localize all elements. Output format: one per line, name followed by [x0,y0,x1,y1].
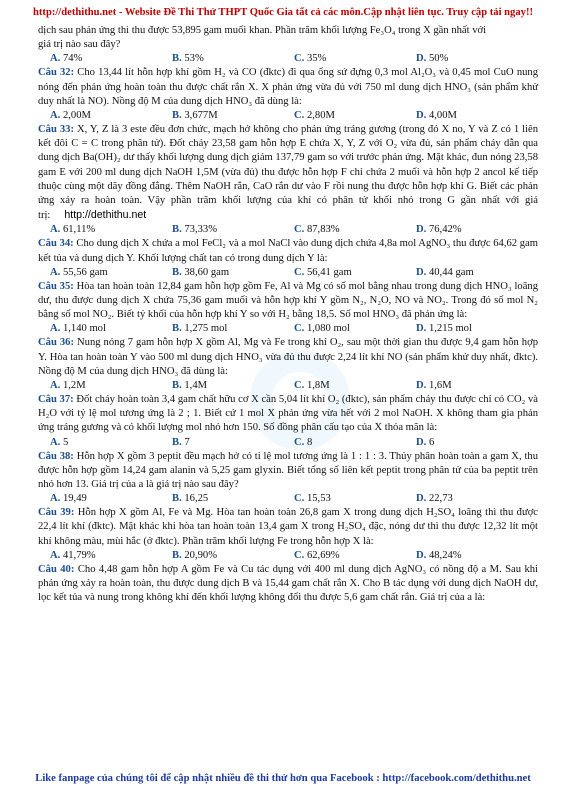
question-block [38,237,538,279]
options-row [38,266,538,280]
question-text [38,280,538,323]
question-label: Câu 35: [38,280,74,292]
site-url-text: http://dethithu.net [64,209,147,222]
question-body: Cho 13,44 lít hỗn hợp khí gồm H₂ và CO (đktc) đi qua ống sứ đựng 0,3 mol Al₂O₃ và 0,45 mol CuO nung nóng đến phản ứng hoàn toàn thu được chất rắn X. X phản ứng vừa đủ với 750 ml dung dịch HNO₃ (sản phẩm khử duy nhất là NO). Nồng độ M của dung dịch HNO₃ đã dùng là: [38,67,539,107]
option: B. 38,60 gam [172,266,230,278]
option: D. 1,6M [416,380,452,392]
option: C. 1,080 mol [294,323,350,335]
question-label: Câu 38: [38,450,74,462]
option: D. 50% [416,53,449,65]
site-link[interactable]: http://dethithu.net [33,7,117,18]
option: A. 2,00M [50,110,91,122]
option: A. 1,2M [50,380,86,392]
option: B. 7 [172,436,190,448]
option: C. 8 [294,436,313,448]
question-body: Hỗn hợp X gồm 3 peptit đều mạch hở có tỉ lệ mol tương ứng là 1 : 1 : 3. Thủy phân hoàn toàn a gam X, thu được hỗn hợp gồm 14,24 gam alanin và 5,25 gam glyxin. Biết tổng số liên kết peptit trong phân tử của ba peptit trên nhỏ hơn 13. Giá trị của a là giá trị nào sau đây? [38,450,539,491]
option: C. 15,53 [294,493,331,505]
options-row [38,379,538,393]
question-label: Câu 32: [38,67,75,79]
options-row [38,492,538,506]
question-text [38,66,538,109]
question-label: Câu 36: [38,337,74,349]
header-tagline: - Website Đề Thi Thử THPT Quốc Gia tất cả các môn.Cập nhật liên tục. Truy cập tải ngay!! [116,7,533,18]
intro-block [38,24,538,66]
option: B. 20,90% [172,549,218,561]
question-block [38,393,538,450]
question-block [38,123,538,237]
question-body: Đốt cháy hoàn toàn 3,4 gam chất hữu cơ X cần 5,04 lít khí O₂ (đktc), sản phẩm cháy thu được chỉ có CO₂ và H₂O với tỷ lệ mol tương ứng là 2 ; 1. Biết cứ 1 mol X phản ứng vừa hết với 2 mol NaOH. X không tham gia phản ứng tráng gương và có khối lượng mol nhỏ hơn 150. Số đồng phân cấu tạo của X thỏa mãn là: [38,394,539,434]
question-text [38,123,538,223]
option: D. 1,215 mol [416,323,472,335]
question-label: Câu 37: [38,394,74,406]
options-row [38,52,538,66]
option: B. 53% [172,53,204,65]
option: A. 19,49 [50,493,87,505]
question-body: Cho dung dịch X chứa a mol FeCl₂ và a mol NaCl vào dung dịch chứa 4,8a mol AgNO₃ thu được 64,62 gam kết tủa và dung dịch Y. Khối lượng chất tan có trong dung dịch Y là: [38,238,539,264]
question-text [38,393,538,436]
question-text [38,506,538,549]
question-block [38,336,538,393]
question-block [38,66,538,123]
option: D. 22,73 [416,493,453,505]
option: A. 61,11% [50,224,96,236]
question-text [38,450,538,493]
question-body: Hỗn hợp X gồm Al, Fe và Mg. Hòa tan hoàn toàn 26,8 gam X trong dung dịch H₂SO₄ loãng thì thu được 22,4 lít khí (đktc). Mặt khác khi hòa tan hoàn toàn 13,4 gam X trong H₂SO₄ đặc, nóng dư thì thu được 12,32 lít một khí không màu, mùi hắc (ở đktc). Phần trăm khối lượng Fe trong hỗn hợp X là: [38,507,539,547]
option: D. 48,24% [416,549,462,561]
option: B. 1,275 mol [172,323,228,335]
question-block [38,450,538,507]
option: B. 1,4M [172,380,208,392]
intro-line: giá trị nào sau đây? [38,39,121,51]
option: A. 74% [50,53,83,65]
question-block [38,563,538,606]
option: C. 62,69% [294,549,340,561]
option: A. 55,56 gam [50,266,108,278]
option: A. 41,79% [50,549,96,561]
option: D. 76,42% [416,224,462,236]
question-label: Câu 39: [38,507,75,519]
question-label: Câu 33: [38,124,74,136]
option: D. 40,44 gam [416,266,474,278]
option: C. 35% [294,53,327,65]
option: A. 1,140 mol [50,323,106,335]
question-block [38,506,538,563]
question-label: Câu 34: [38,238,74,250]
option: D. 4,00M [416,110,457,122]
site-header [0,7,566,18]
option: C. 2,80M [294,110,335,122]
option: B. 16,25 [172,493,209,505]
question-label: Câu 40: [38,563,75,575]
question-text [38,237,538,265]
option: B. 3,677M [172,110,218,122]
option: D. 6 [416,436,435,448]
option: B. 73,33% [172,224,218,236]
intro-line: dịch sau phản ứng thì thu được 53,895 gam muối khan. Phần trăm khối lượng Fe₃O₄ trong X gần nhất với [38,25,487,36]
option: C. 87,83% [294,224,340,236]
question-block [38,280,538,337]
options-row [38,223,538,237]
option: A. 5 [50,436,69,448]
question-list [38,66,538,605]
question-body: Hòa tan hoàn toàn 12,84 gam hỗn hợp gồm Fe, Al và Mg có số mol bằng nhau trong dung dịch HNO₃ loãng dư, thu được dung dịch X chứa 75,36 gam muối và hỗn hợp khí Y gồm N₂, N₂O, NO và NO₂. Trong đó số mol N₂ bằng số mol NO₂. Biết tỷ khối của hỗn hợp khí Y so với H₂ bằng 18,5. Số mol HNO₃ đã phản ứng là: [38,280,538,321]
options-row [38,436,538,450]
question-body: X, Y, Z là 3 este đều đơn chức, mạch hở không cho phản ứng tráng gương (trong đó X no, Y và Z có 1 liên kết đôi C = C trong phân tử). Đốt cháy 23,58 gam hỗn hợp E chứa X, Y, Z với O₂ vừa đủ, sản phẩm cháy dẫn qua dung dịch Ba(OH)₂ dư thấy khối lượng dung dịch giảm 137,79 gam so với trước phản ứng. Mặt khác, đun nóng 23,58 gam E với 200 ml dung dịch NaOH 1,5M (vừa đủ) thu được hỗn hợp F chỉ chứa 2 muối và hỗn hợp 2 ancol kế tiếp thuộc cùng một dãy đồng đẳng. Thêm NaOH rắn, CaO rắn dư vào F rồi nung thu được hỗn hợp khí G. Biết các phản ứng xảy ra hoàn toàn. Vậy phần trăm khối lượng của khí có phân tử khối nhỏ trong G gần nhất với giá trị: [38,124,539,222]
footer-note[interactable]: Like fanpage của chúng tôi để cập nhật nhiều đề thi thử hơn qua Facebook : http://facebook.com/dethithu.net [35,773,531,784]
options-row [38,109,538,123]
options-row [38,322,538,336]
question-text [38,563,538,606]
exam-content [38,24,538,606]
question-body: Cho 4,48 gam hỗn hợp A gồm Fe và Cu tác dụng với 400 ml dung dịch AgNO₃ có nồng độ a M. Sau khi phản ứng xảy ra hoàn toàn, thu được dung dịch B và 15,44 gam chất rắn X. Cho B tác dụng với dung dịch NaOH dư, lọc kết tủa và nung trong không khí đến khối lượng không đổi thu được 5,6 gam chất rắn. Giá trị của a là: [38,563,539,604]
question-body: Nung nóng 7 gam hỗn hợp X gồm Al, Mg và Fe trong khí O₂, sau một thời gian thu được 9,4 gam hỗn hợp Y. Hòa tan hoàn toàn Y vào 500 ml dung dịch HNO₃ vừa đủ thu được 2,24 lít khí NO (sản phẩm khử duy nhất, đktc). Nồng độ M của dung dịch HNO₃ đã dùng là: [38,337,538,377]
option: C. 56,41 gam [294,266,352,278]
question-text [38,336,538,379]
options-row [38,549,538,563]
option: C. 1,8M [294,380,330,392]
